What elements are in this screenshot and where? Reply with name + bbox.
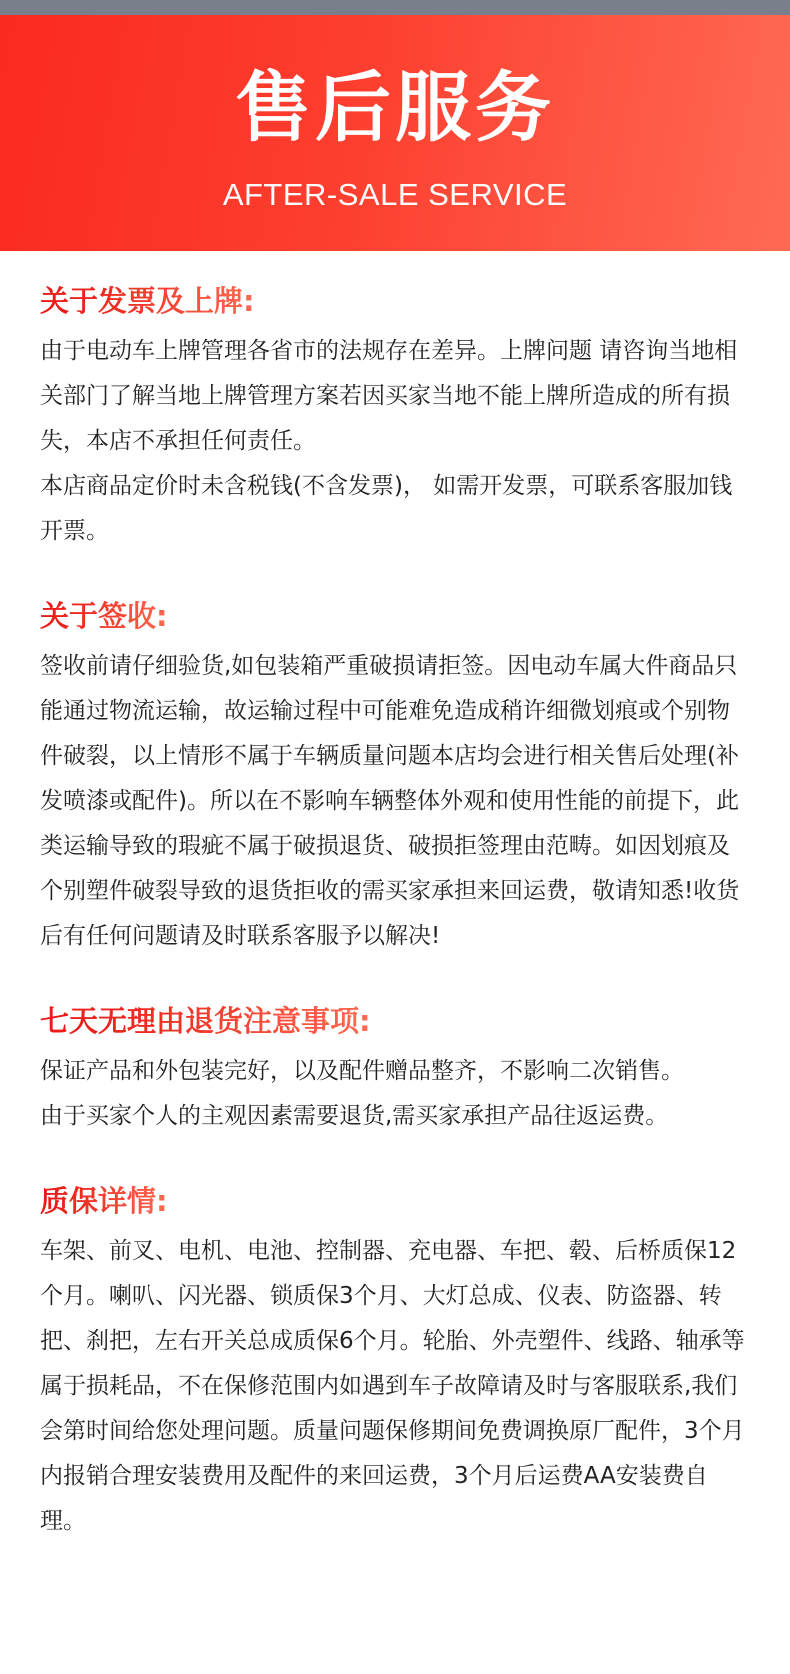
section-title: 关于签收: <box>40 596 168 636</box>
section-receipt <box>40 596 750 959</box>
section-seven-day-return <box>40 1001 750 1139</box>
page-subtitle: AFTER-SALE SERVICE <box>222 177 568 212</box>
section-paragraph: 由于电动车上牌管理各省市的法规存在差异。上牌问题 请咨询当地相关部门了解当地上牌管理方案若因买家当地不能上牌所造成的所有损失，本店不承担任何责任。 <box>40 338 738 454</box>
section-paragraph: 签收前请仔细验货,如包装箱严重破损请拒签。因电动车属大件商品只能通过物流运输，故运输过程中可能难免造成稍许细微划痕或个别物件破裂，以上情形不属于车辆质量问题本店均会进行相关售后处理(补 发喷漆或配件)。所以在不影响车辆整体外观和使用性能的前提下，此类运输导致的瑕疵不属于破损退货、破损拒签理由范畴。如因划痕及个别塑件破裂导致的退货拒收的需买家承担来回运费，敬请知悉!收货后有任何问题请及时联系客服予以解决! <box>40 653 740 949</box>
section-paragraph: 由于买家个人的主观因素需要退货,需买家承担产品往返运费。 <box>40 1103 669 1129</box>
section-title: 质保详情: <box>40 1181 168 1221</box>
page-title: 售后服务 <box>235 63 555 152</box>
section-paragraph: 车架、前叉、电机、电池、控制器、充电器、车把、毂、后桥质保12个月。喇叭、闪光器、锁质保3个月、大灯总成、仪表、防盗器、转把、刹把，左右开关总成质保6个月。轮胎、外壳塑件、线路、轴承等属于损耗品，不在保修范围内如遇到车子故障请及时与客服联系,我们会第时间给您处理问题。质量问题保修期间免费调换原厂配件，3个月内报销合理安装费用及配件的来回运费，3个月后运费AA安装费自理。 <box>40 1238 745 1534</box>
header-banner <box>0 15 790 251</box>
content <box>0 251 790 1544</box>
top-strip <box>0 0 790 15</box>
section-warranty <box>40 1181 750 1544</box>
section-paragraph: 保证产品和外包装完好，以及配件赠品整齐，不影响二次销售。 <box>40 1058 684 1084</box>
section-paragraph: 本店商品定价时未含税钱(不含发票)， 如需开发票，可联系客服加钱开票。 <box>40 473 733 544</box>
section-title: 关于发票及上牌: <box>40 281 255 321</box>
section-invoice-plate <box>40 281 750 554</box>
section-title: 七天无理由退货注意事项: <box>40 1001 371 1041</box>
